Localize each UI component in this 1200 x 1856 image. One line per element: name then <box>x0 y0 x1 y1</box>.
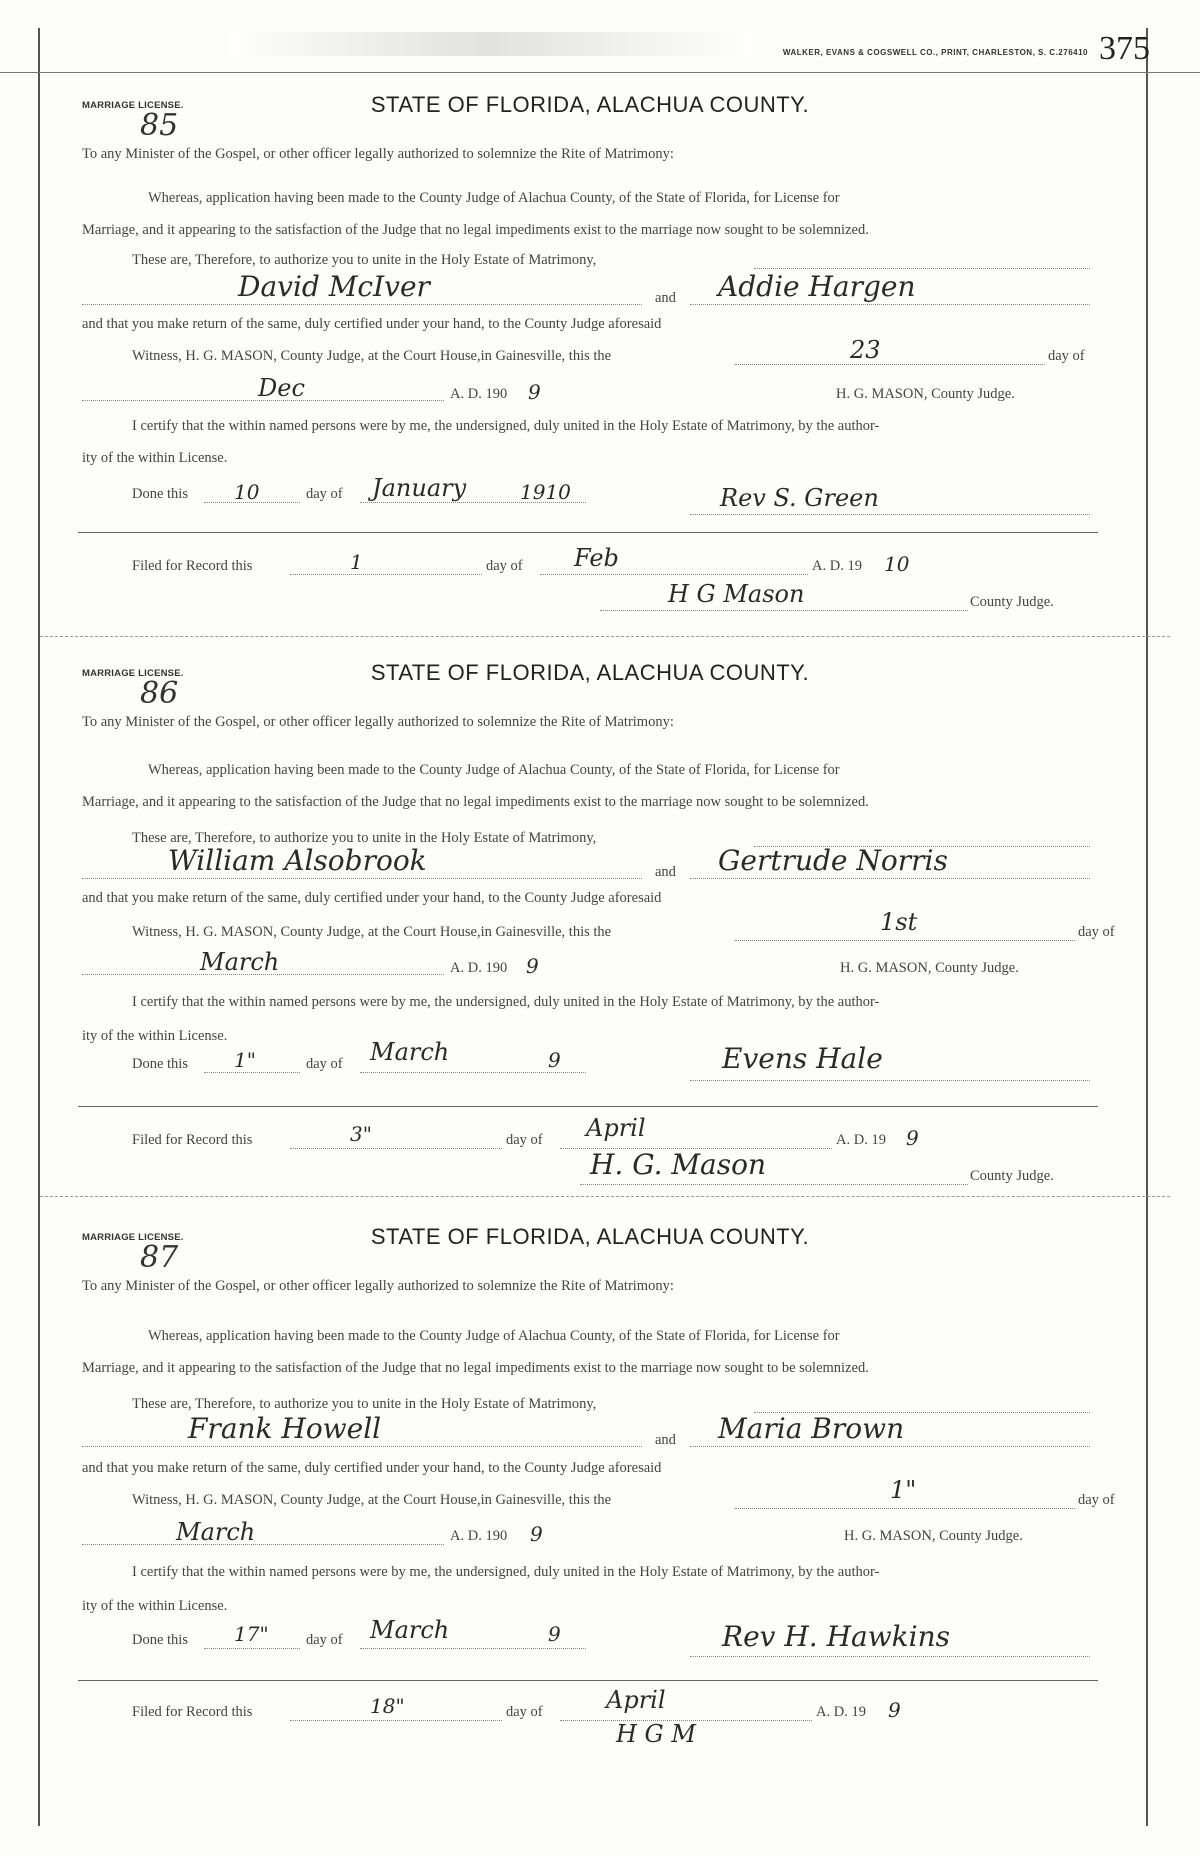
filed-day: 1 <box>350 550 363 574</box>
filed-month: Feb <box>574 544 619 572</box>
certify-line-1: I certify that the within named persons were by me, the undersigned, duly united in the Holy Estate of Matrimony, by the author- <box>132 1564 880 1580</box>
certify-line-2: ity of the within License. <box>82 1598 228 1614</box>
done-day-of-label: day of <box>306 1056 343 1072</box>
top-rule <box>0 72 1200 73</box>
whereas-line-1: Whereas, application having been made to the County Judge of Alachua County, of the State of Florida, for License for <box>148 762 840 778</box>
done-day-line <box>204 502 300 503</box>
day-of-label: day of <box>1048 348 1085 364</box>
done-day-line <box>204 1648 300 1649</box>
officiant-line <box>690 514 1090 515</box>
witness-month: March <box>176 1518 256 1546</box>
whereas-line-2: Marriage, and it appearing to the satisfaction of the Judge that no legal impediments exist to the marriage now sought to be solemnized. <box>82 222 869 238</box>
license-separator <box>40 1196 1170 1197</box>
make-return-line: and that you make return of the same, duly certified under your hand, to the County Judge aforesaid <box>82 316 662 332</box>
ad-label: A. D. 190 <box>450 386 508 402</box>
done-day: 1" <box>234 1048 256 1072</box>
filed-ad-label: A. D. 19 <box>812 558 862 574</box>
groom-name: William Alsobrook <box>168 844 427 877</box>
filed-judge-signature: H G Mason <box>668 580 805 608</box>
state-title: STATE OF FLORIDA, ALACHUA COUNTY. <box>370 660 810 685</box>
filed-year: 10 <box>884 552 910 576</box>
filed-ad-label: A. D. 19 <box>816 1704 866 1720</box>
filed-day-line <box>290 1720 502 1721</box>
certify-line-2: ity of the within License. <box>82 450 228 466</box>
witness-day-line <box>735 940 1075 941</box>
and-label: and <box>655 290 676 306</box>
section-divider <box>78 532 1098 533</box>
filed-label: Filed for Record this <box>132 1704 253 1720</box>
groom-name: David McIver <box>238 270 430 303</box>
filed-judge-signature: H G M <box>616 1720 696 1748</box>
filed-month: April <box>586 1114 646 1142</box>
filed-day-line <box>290 1148 502 1149</box>
done-this-label: Done this <box>132 486 188 502</box>
whereas-line-1: Whereas, application having been made to the County Judge of Alachua County, of the State of Florida, for License for <box>148 190 840 206</box>
license-number: 87 <box>140 1240 179 1275</box>
bride-line <box>690 304 1090 305</box>
witness-day-line <box>735 1508 1075 1509</box>
filed-signature-line <box>580 1184 968 1185</box>
done-year: 9 <box>548 1048 561 1072</box>
day-of-label: day of <box>1078 924 1115 940</box>
done-day: 10 <box>234 480 260 504</box>
state-title: STATE OF FLORIDA, ALACHUA COUNTY. <box>370 92 810 117</box>
witness-month: March <box>200 948 280 976</box>
done-day: 17" <box>234 1622 269 1646</box>
witness-month-line <box>82 974 444 975</box>
dotted-fill <box>754 268 1090 269</box>
filed-day: 3" <box>350 1122 372 1146</box>
witness-day: 23 <box>850 336 881 364</box>
scan-smudge <box>230 32 750 56</box>
done-month-line <box>360 1072 586 1073</box>
officiant-signature: Rev H. Hawkins <box>722 1620 950 1653</box>
these-are-line: These are, Therefore, to authorize you to unite in the Holy Estate of Matrimony, <box>132 252 597 268</box>
filed-year: 9 <box>888 1698 901 1722</box>
section-divider <box>78 1106 1098 1107</box>
witness-year: 9 <box>530 1522 543 1546</box>
certify-line-1: I certify that the within named persons were by me, the undersigned, duly united in the Holy Estate of Matrimony, by the author- <box>132 994 880 1010</box>
filed-signature-line <box>600 610 968 611</box>
state-title: STATE OF FLORIDA, ALACHUA COUNTY. <box>370 1224 810 1249</box>
done-this-label: Done this <box>132 1632 188 1648</box>
done-month-line <box>360 502 586 503</box>
filed-label: Filed for Record this <box>132 558 253 574</box>
whereas-line-1: Whereas, application having been made to the County Judge of Alachua County, of the State of Florida, for License for <box>148 1328 840 1344</box>
filed-month: April <box>606 1686 666 1714</box>
done-month: March <box>370 1038 450 1066</box>
bride-line <box>690 1446 1090 1447</box>
witness-day-line <box>735 364 1045 365</box>
whereas-line-2: Marriage, and it appearing to the satisfaction of the Judge that no legal impediments exist to the marriage now sought to be solemnized. <box>82 1360 869 1376</box>
ad-label: A. D. 190 <box>450 960 508 976</box>
witness-line: Witness, H. G. MASON, County Judge, at the Court House,in Gainesville, this the <box>132 348 612 364</box>
license-separator <box>40 636 1170 637</box>
groom-name: Frank Howell <box>188 1412 382 1445</box>
and-label: and <box>655 1432 676 1448</box>
judge-signature-printed: H. G. MASON, County Judge. <box>840 960 1019 976</box>
groom-line <box>82 878 642 879</box>
witness-line: Witness, H. G. MASON, County Judge, at the Court House,in Gainesville, this the <box>132 924 612 940</box>
address-line: To any Minister of the Gospel, or other officer legally authorized to solemnize the Rite of Matrimony: <box>82 714 674 730</box>
witness-day: 1st <box>880 908 918 936</box>
and-label: and <box>655 864 676 880</box>
license-label: MARRIAGE LICENSE. <box>82 668 184 679</box>
done-month: January <box>372 474 467 502</box>
filed-ad-label: A. D. 19 <box>836 1132 886 1148</box>
section-divider <box>78 1680 1098 1681</box>
groom-line <box>82 304 642 305</box>
whereas-line-2: Marriage, and it appearing to the satisfaction of the Judge that no legal impediments exist to the marriage now sought to be solemnized. <box>82 794 869 810</box>
license-number: 85 <box>140 108 179 143</box>
certify-line-1: I certify that the within named persons were by me, the undersigned, duly united in the Holy Estate of Matrimony, by the author- <box>132 418 880 434</box>
done-day-of-label: day of <box>306 486 343 502</box>
filed-month-line <box>540 574 808 575</box>
filed-judge-signature: H. G. Mason <box>590 1148 767 1181</box>
filed-year: 9 <box>906 1126 919 1150</box>
filed-day-of-label: day of <box>486 558 523 574</box>
done-day-of-label: day of <box>306 1632 343 1648</box>
witness-year: 9 <box>528 380 541 404</box>
officiant-line <box>690 1656 1090 1657</box>
filed-day-line <box>290 574 482 575</box>
done-this-label: Done this <box>132 1056 188 1072</box>
bride-name: Maria Brown <box>718 1412 905 1445</box>
bride-name: Addie Hargen <box>718 270 916 303</box>
these-are-line: These are, Therefore, to authorize you to unite in the Holy Estate of Matrimony, <box>132 830 597 846</box>
groom-line <box>82 1446 642 1447</box>
filed-day-of-label: day of <box>506 1132 543 1148</box>
witness-line: Witness, H. G. MASON, County Judge, at the Court House,in Gainesville, this the <box>132 1492 612 1508</box>
day-of-label: day of <box>1078 1492 1115 1508</box>
license-label: MARRIAGE LICENSE. <box>82 1232 184 1243</box>
page-number: 375 <box>1099 30 1150 67</box>
right-margin-rule <box>1146 28 1148 1826</box>
officiant-signature: Rev S. Green <box>720 484 879 512</box>
make-return-line: and that you make return of the same, duly certified under your hand, to the County Judge aforesaid <box>82 890 662 906</box>
witness-day: 1" <box>890 1476 917 1504</box>
judge-signature-printed: H. G. MASON, County Judge. <box>836 386 1015 402</box>
officiant-signature: Evens Hale <box>722 1042 883 1075</box>
judge-signature-printed: H. G. MASON, County Judge. <box>844 1528 1023 1544</box>
done-month: March <box>370 1616 450 1644</box>
address-line: To any Minister of the Gospel, or other officer legally authorized to solemnize the Rite of Matrimony: <box>82 1278 674 1294</box>
witness-year: 9 <box>526 954 539 978</box>
done-day-line <box>204 1072 300 1073</box>
bride-name: Gertrude Norris <box>718 844 948 877</box>
license-label: MARRIAGE LICENSE. <box>82 100 184 111</box>
filed-day: 18" <box>370 1694 405 1718</box>
witness-month-line <box>82 400 444 401</box>
done-month-line <box>360 1648 586 1649</box>
make-return-line: and that you make return of the same, duly certified under your hand, to the County Judge aforesaid <box>82 1460 662 1476</box>
witness-month-line <box>82 1544 444 1545</box>
witness-month: Dec <box>258 374 305 402</box>
license-number: 86 <box>140 676 179 711</box>
ad-label: A. D. 190 <box>450 1528 508 1544</box>
left-margin-rule <box>38 28 40 1826</box>
address-line: To any Minister of the Gospel, or other officer legally authorized to solemnize the Rite of Matrimony: <box>82 146 674 162</box>
these-are-line: These are, Therefore, to authorize you to unite in the Holy Estate of Matrimony, <box>132 1396 597 1412</box>
done-year: 1910 <box>520 480 571 504</box>
certify-line-2: ity of the within License. <box>82 1028 228 1044</box>
done-year: 9 <box>548 1622 561 1646</box>
county-judge-label: County Judge. <box>970 1168 1054 1184</box>
filed-label: Filed for Record this <box>132 1132 253 1148</box>
officiant-line <box>690 1080 1090 1081</box>
printer-imprint: WALKER, EVANS & COGSWELL CO., PRINT, CHARLESTON, S. C.276410 <box>782 48 1088 57</box>
bride-line <box>690 878 1090 879</box>
county-judge-label: County Judge. <box>970 594 1054 610</box>
filed-day-of-label: day of <box>506 1704 543 1720</box>
